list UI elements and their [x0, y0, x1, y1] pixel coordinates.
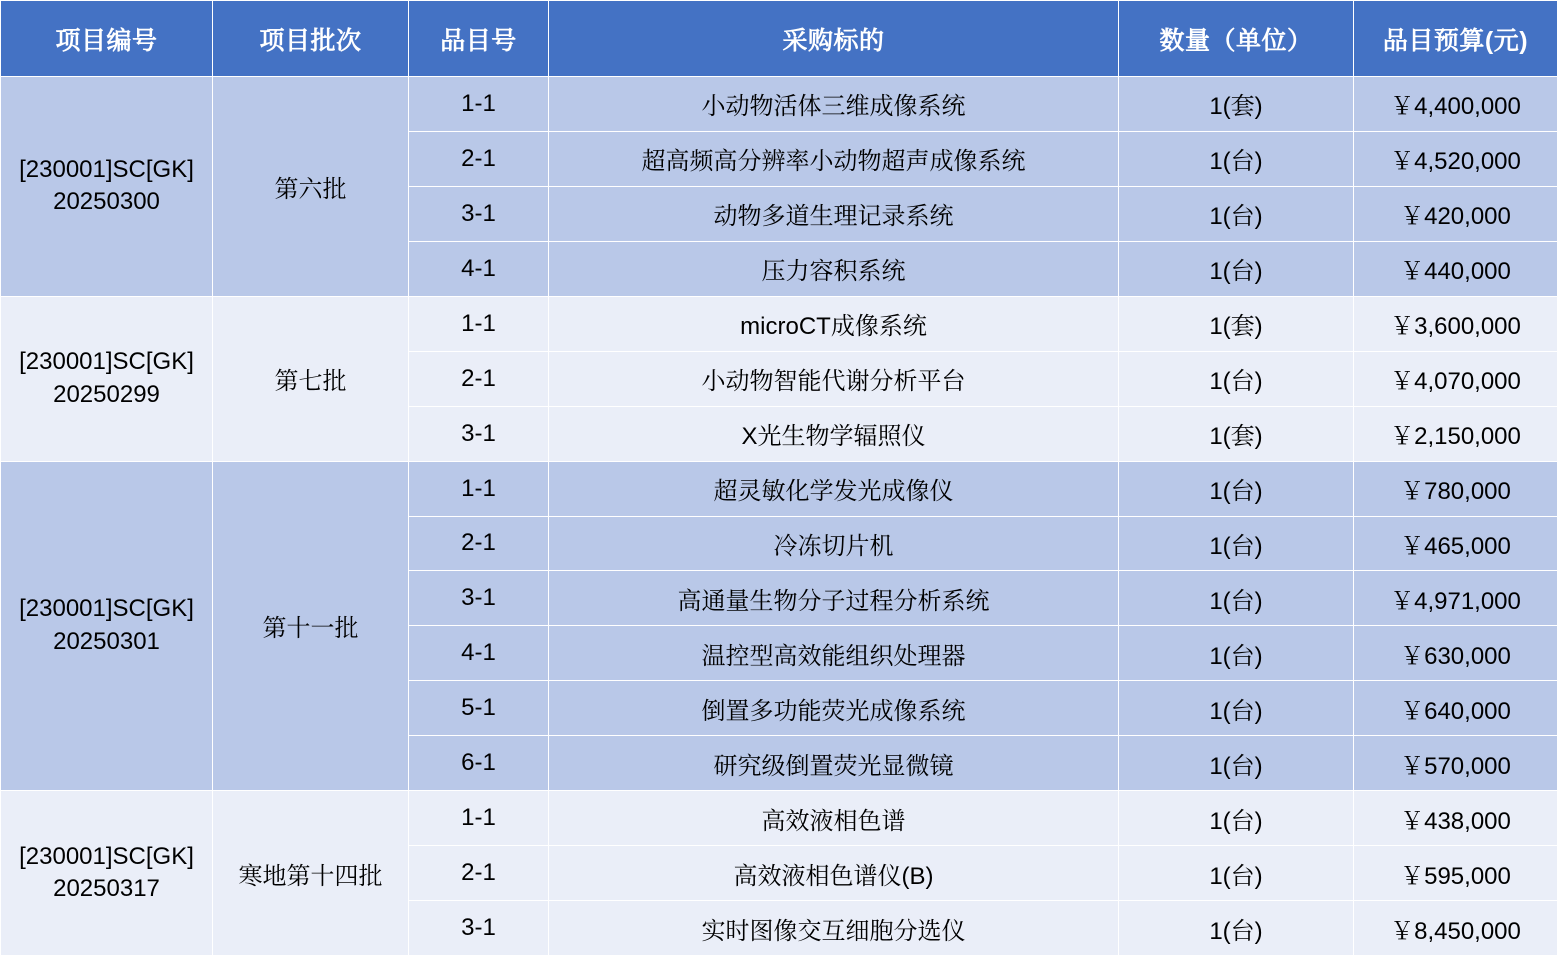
cell-quantity: 1(台) [1119, 186, 1354, 241]
cell-subject: 压力容积系统 [549, 241, 1119, 296]
column-header-budget: 品目预算(元) [1354, 1, 1557, 77]
cell-subject: 高效液相色谱仪(B) [549, 846, 1119, 901]
cell-item-no: 5-1 [409, 681, 549, 736]
cell-budget: ￥570,000 [1354, 736, 1557, 791]
cell-quantity: 1(台) [1119, 131, 1354, 186]
cell-batch: 第七批 [213, 296, 409, 461]
column-header-item-no: 品目号 [409, 1, 549, 77]
cell-budget: ￥780,000 [1354, 461, 1557, 516]
cell-quantity: 1(台) [1119, 846, 1354, 901]
cell-subject: 实时图像交互细胞分选仪 [549, 901, 1119, 956]
table-row [1, 791, 1557, 846]
cell-subject: 研究级倒置荧光显微镜 [549, 736, 1119, 791]
cell-project-no [1, 791, 213, 956]
project-no-line-2: 20250317 [53, 875, 160, 903]
table-row [1, 296, 1557, 351]
cell-batch: 第十一批 [213, 461, 409, 791]
cell-quantity: 1(台) [1119, 351, 1354, 406]
cell-item-no: 4-1 [409, 626, 549, 681]
cell-item-no: 1-1 [409, 296, 549, 351]
project-no-line-1: [230001]SC[GK] [19, 348, 194, 376]
cell-subject: 超高频高分辨率小动物超声成像系统 [549, 131, 1119, 186]
cell-budget: ￥4,971,000 [1354, 571, 1557, 626]
cell-budget: ￥4,520,000 [1354, 131, 1557, 186]
cell-item-no: 2-1 [409, 131, 549, 186]
cell-budget: ￥440,000 [1354, 241, 1557, 296]
cell-budget: ￥595,000 [1354, 846, 1557, 901]
table-header-row [1, 1, 1557, 77]
cell-quantity: 1(台) [1119, 791, 1354, 846]
project-no-line-1: [230001]SC[GK] [19, 595, 194, 623]
cell-budget: ￥4,070,000 [1354, 351, 1557, 406]
project-no-line-2: 20250300 [53, 188, 160, 216]
cell-batch: 第六批 [213, 77, 409, 297]
project-no-line-2: 20250301 [53, 627, 160, 655]
cell-subject: 温控型高效能组织处理器 [549, 626, 1119, 681]
cell-item-no: 6-1 [409, 736, 549, 791]
cell-budget: ￥2,150,000 [1354, 406, 1557, 461]
cell-quantity: 1(台) [1119, 901, 1354, 956]
cell-budget: ￥465,000 [1354, 516, 1557, 571]
cell-subject: 小动物智能代谢分析平台 [549, 351, 1119, 406]
cell-item-no: 1-1 [409, 77, 549, 132]
cell-budget: ￥8,450,000 [1354, 901, 1557, 956]
cell-subject: microCT成像系统 [549, 296, 1119, 351]
cell-project-no [1, 77, 213, 297]
column-header-batch: 项目批次 [213, 1, 409, 77]
cell-quantity: 1(台) [1119, 571, 1354, 626]
cell-item-no: 3-1 [409, 901, 549, 956]
cell-budget: ￥4,400,000 [1354, 77, 1557, 132]
cell-subject: 超灵敏化学发光成像仪 [549, 461, 1119, 516]
column-header-project-no: 项目编号 [1, 1, 213, 77]
project-no-line-1: [230001]SC[GK] [19, 155, 194, 183]
cell-budget: ￥640,000 [1354, 681, 1557, 736]
cell-item-no: 1-1 [409, 461, 549, 516]
cell-subject: 高效液相色谱 [549, 791, 1119, 846]
cell-item-no: 3-1 [409, 406, 549, 461]
table-row [1, 77, 1557, 132]
cell-quantity: 1(台) [1119, 516, 1354, 571]
cell-subject: 小动物活体三维成像系统 [549, 77, 1119, 132]
cell-item-no: 3-1 [409, 571, 549, 626]
cell-batch: 寒地第十四批 [213, 791, 409, 956]
cell-quantity: 1(套) [1119, 406, 1354, 461]
cell-item-no: 3-1 [409, 186, 549, 241]
cell-quantity: 1(台) [1119, 736, 1354, 791]
cell-item-no: 1-1 [409, 791, 549, 846]
cell-subject: X光生物学辐照仪 [549, 406, 1119, 461]
cell-budget: ￥630,000 [1354, 626, 1557, 681]
cell-item-no: 2-1 [409, 351, 549, 406]
cell-quantity: 1(套) [1119, 296, 1354, 351]
table-body [1, 77, 1557, 956]
column-header-quantity: 数量（单位） [1119, 1, 1354, 77]
cell-quantity: 1(台) [1119, 461, 1354, 516]
cell-item-no: 2-1 [409, 516, 549, 571]
cell-budget: ￥438,000 [1354, 791, 1557, 846]
column-header-subject: 采购标的 [549, 1, 1119, 77]
cell-project-no [1, 296, 213, 461]
cell-subject: 高通量生物分子过程分析系统 [549, 571, 1119, 626]
cell-quantity: 1(台) [1119, 626, 1354, 681]
cell-item-no: 2-1 [409, 846, 549, 901]
project-no-line-1: [230001]SC[GK] [19, 842, 194, 870]
cell-quantity: 1(套) [1119, 77, 1354, 132]
cell-item-no: 4-1 [409, 241, 549, 296]
cell-subject: 动物多道生理记录系统 [549, 186, 1119, 241]
project-no-line-2: 20250299 [53, 380, 160, 408]
table-header [1, 1, 1557, 77]
cell-budget: ￥3,600,000 [1354, 296, 1557, 351]
cell-project-no [1, 461, 213, 791]
cell-budget: ￥420,000 [1354, 186, 1557, 241]
cell-quantity: 1(台) [1119, 241, 1354, 296]
cell-subject: 冷冻切片机 [549, 516, 1119, 571]
cell-quantity: 1(台) [1119, 681, 1354, 736]
cell-subject: 倒置多功能荧光成像系统 [549, 681, 1119, 736]
table-row [1, 461, 1557, 516]
